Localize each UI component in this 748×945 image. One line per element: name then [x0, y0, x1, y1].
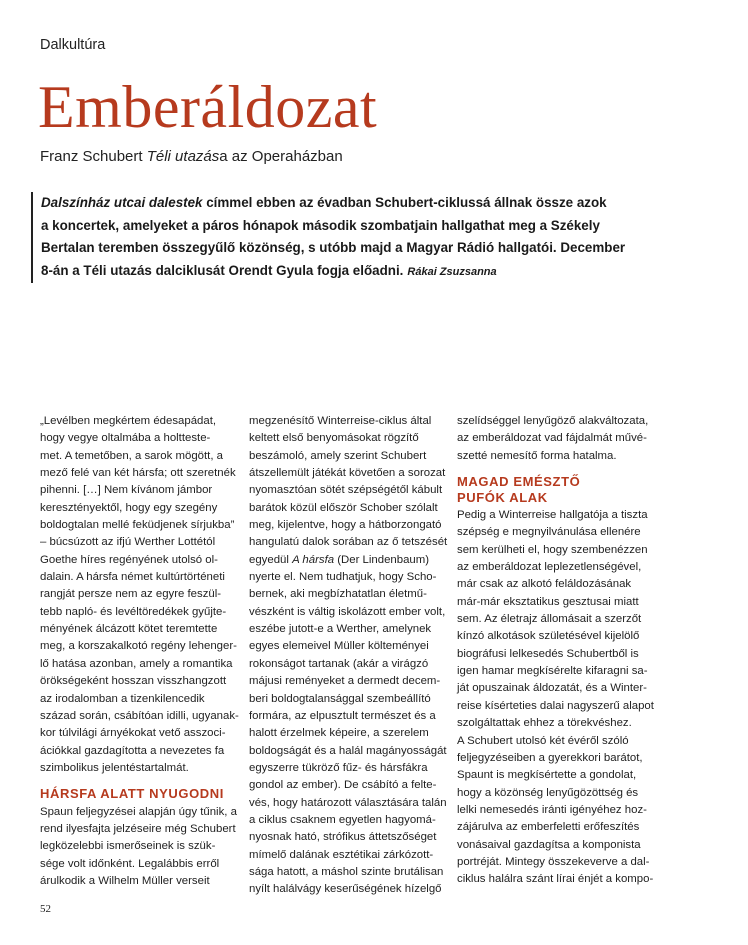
- column-3: [457, 413, 653, 889]
- body-line: nyílt halálvágy keserűségének hízelgő: [249, 883, 442, 896]
- lead-line: címmel ebben az évadban Schubert-ciklussá állnak össze azok: [202, 195, 607, 210]
- body-line: hangulatú dalok sorában az ő tetszését: [249, 536, 448, 549]
- subheading: HÁRSFA ALATT NYUGODNI: [40, 786, 224, 802]
- body-line: lelki nemesedés iránti igényéhez hoz-: [457, 803, 647, 816]
- subheading: [457, 474, 653, 505]
- body-line: rangját persze nem az egyre feszül-: [40, 588, 222, 601]
- body-line: örökségeként hosszan visszhangzott: [40, 675, 227, 688]
- lead-paragraph: [31, 192, 641, 283]
- body-line: vonásaival gazdagítsa a komponista: [457, 838, 641, 851]
- body-line: legközelebbi ismerőseinek is szük-: [40, 840, 216, 853]
- body-line: halott érzelmek képeire, a szerelem: [249, 727, 429, 740]
- body-line: met. A temetőben, a sarok mögött, a: [40, 449, 223, 462]
- body-line: ációkkal gazdagította a nevezetes fa: [40, 744, 225, 757]
- body-line: sága hatott, a máshol szinte brutálisan: [249, 865, 444, 878]
- body-line: árulkodik a Wilhelm Müller verseit: [40, 875, 210, 888]
- body-line: dalain. A hársfa német kultúrtörténeti: [40, 571, 225, 584]
- body-line: pihenni. […] Nem kívánom jámbor: [40, 484, 213, 497]
- body-line: vés, hogy határozott választására talán: [249, 796, 447, 809]
- body-line: mímelő dalának esztétikai zárkózott-: [249, 848, 434, 861]
- body-line: szetté nemesítő forma hatalma.: [457, 449, 617, 462]
- body-line: már csak az alkotó feláldozásának: [457, 578, 632, 591]
- section-label: Dalkultúra: [40, 37, 106, 53]
- body-line: rokonságot tartanak (akár a virágzó: [249, 657, 429, 670]
- column-1: [40, 413, 239, 890]
- body-line: Spaun feljegyzései alapján úgy tűnik, a: [40, 805, 237, 818]
- body-line: szelídséggel lenyűgöző alakváltozata,: [457, 415, 649, 427]
- lead-line: a koncertek, amelyeket a páros hónapok második szombatjain hallgathat meg a Székely: [41, 217, 600, 233]
- body-line: rend ilyesfajta jelzéseire még Schubert: [40, 823, 236, 836]
- body-text: (Der Lindenbaum): [334, 553, 430, 566]
- body-line: formára, az elpusztult természet és a: [249, 709, 436, 722]
- article-title: Emberáldozat: [38, 74, 378, 140]
- body-line: igen hamar megkísérelte kifaragni sa-: [457, 665, 648, 678]
- body-line: beszámoló, amely szerint Schubert: [249, 449, 427, 462]
- lead-series-title: Dalszínház utcai dalestek: [41, 195, 203, 210]
- subheading-line: PUFÓK ALAK: [457, 489, 548, 505]
- body-line: bernek, aki megbízhatatlan életmű-: [249, 588, 427, 601]
- page-number: 52: [40, 903, 51, 915]
- body-line: egyszerre tükröző fűz- és hársfákra: [249, 761, 428, 774]
- body-line: portréját. Mintegy összekeverve a dal-: [457, 855, 650, 868]
- body-line: lő hatása azonban, amely a romantika: [40, 657, 233, 670]
- body-line: tebb napló- és levéltöredékek gyűjte-: [40, 605, 227, 618]
- body-line: barátok közül először Schober szólalt: [249, 501, 438, 514]
- body-line: májusi reményeket a dermedt decem-: [249, 675, 441, 688]
- body-line: sem kerülheti el, hogy szembenézzen: [457, 543, 648, 556]
- body-line: boldogságát és a halál magányosságát: [249, 744, 447, 757]
- body-line: vészként is váltig iskolázott ember volt,: [249, 605, 446, 618]
- body-line: reise kísérteties dalai nagyszerű alapot: [457, 699, 654, 712]
- body-line: meg, kijelentve, hogy a hátborzongató: [249, 519, 442, 532]
- body-line: ményének álcázott kötet teremtette: [40, 623, 218, 636]
- body-text: egyedül: [249, 553, 293, 566]
- body-line: gondol az ember). De csábító a felte-: [249, 779, 437, 792]
- body-line: „Levélben megkértem édesapádat,: [40, 415, 217, 427]
- body-line: szimbolikus jelentéstartalmát.: [40, 761, 189, 774]
- body-line: boldogtalan mellé feküdjenek sírjukba”: [40, 519, 235, 532]
- body-line: ciklus halálra szánt lírai énjét a kompo-: [457, 873, 654, 886]
- body-line: Pedig a Winterreise hallgatója a tiszta: [457, 509, 648, 522]
- body-line: zájárulva az emberfeletti erőfeszítés: [457, 821, 640, 834]
- body-line: az emberáldozat vad fájdalmát művé-: [457, 432, 647, 445]
- song-title: A hársfa: [292, 553, 335, 566]
- lead-line: 8-án a Téli utazás dalciklusát Orendt Gyula fogja előadni.: [41, 262, 404, 278]
- body-line: az irodalomban a tizenkilencedik: [40, 692, 205, 705]
- body-line: nyomasztóan sötét szépségétől kábult: [249, 484, 443, 497]
- body-line: feljegyzéseiben a gyerekkori barátot,: [457, 751, 643, 764]
- article-subtitle: [40, 148, 343, 165]
- body-line: század során, csábítóan idilli, ugyanak-: [40, 709, 239, 722]
- body-line: Goethe híres regényének utolsó ol-: [40, 553, 218, 566]
- subtitle-prefix: Franz Schubert: [40, 148, 147, 165]
- subtitle-suffix: a az Operaházban: [219, 148, 343, 165]
- lead-line: Bertalan teremben összegyűlő közönség, s utóbb majd a Magyar Rádió hallgatói. December: [41, 240, 626, 255]
- body-line: hogy a közönség lenyűgözöttség és: [457, 786, 639, 799]
- body-line: nyerte el. Nem tudhatjuk, hogy Scho-: [249, 571, 437, 584]
- body-line: hogy vegye oltalmába a holtteste-: [40, 432, 211, 445]
- body-line: az emberáldozat leplezetlenségével,: [457, 561, 642, 574]
- body-line: egyes elemeivel Müller költeményei: [249, 640, 429, 653]
- body-line: – búcsúzott az ifjú Werther Lottétól: [40, 536, 216, 549]
- body-line: kor túlvilági árnyékokat vető asszoci-: [40, 727, 226, 740]
- body-line: nyosnak ható, strófikus áttetszőséget: [249, 831, 437, 844]
- body-line: már-már eksztatikus gesztusai miatt: [457, 595, 639, 608]
- body-line: A Schubert utolsó két évéről szóló: [457, 734, 629, 747]
- body-line: átszellemült játékát követően a sorozat: [249, 467, 446, 480]
- body-line: ját opuszainak áldozatát, és a Winter-: [457, 682, 647, 695]
- body-line: keltett első benyomásokat rögzítő: [249, 432, 419, 445]
- body-line: a ciklus csaknem egyetlen hagyomá-: [249, 813, 436, 826]
- body-line: biográfusi lelkesedés Schubertből is: [457, 647, 639, 660]
- body-line: sem. Az életrajz állomásait a szerzőt: [457, 613, 642, 626]
- body-line: kínzó alkotások születésével kijelölő: [457, 630, 640, 643]
- body-line: beri boldogtalansággal szembeállító: [249, 692, 431, 705]
- body-line: meg, a korszakalkotó regény lehenger-: [40, 640, 237, 653]
- subtitle-work: Téli utazás: [146, 148, 220, 165]
- column-2: [249, 413, 448, 899]
- body-line: [249, 552, 445, 569]
- subheading-line: MAGAD EMÉSZTŐ: [457, 474, 581, 490]
- body-line: szépség e megnyilvánulása ellenére: [457, 526, 641, 539]
- body-line: mező felé van két hársfa; ott szeretnék: [40, 467, 236, 480]
- lead-author: Rákai Zsuzsanna: [407, 265, 497, 278]
- body-line: sége volt időnként. Legalábbis erről: [40, 857, 220, 870]
- body-line: megzenésítő Winterreise-ciklus által: [249, 415, 432, 427]
- body-line: keresztényektől, hogy egy szegény: [40, 501, 218, 514]
- body-line: eszébe jutott-e a Werther, amelynek: [249, 623, 432, 636]
- body-line: Spaunt is megkísértette a gondolat,: [457, 769, 637, 782]
- body-line: szolgáltattak ehhez a törekvéshez.: [457, 717, 632, 730]
